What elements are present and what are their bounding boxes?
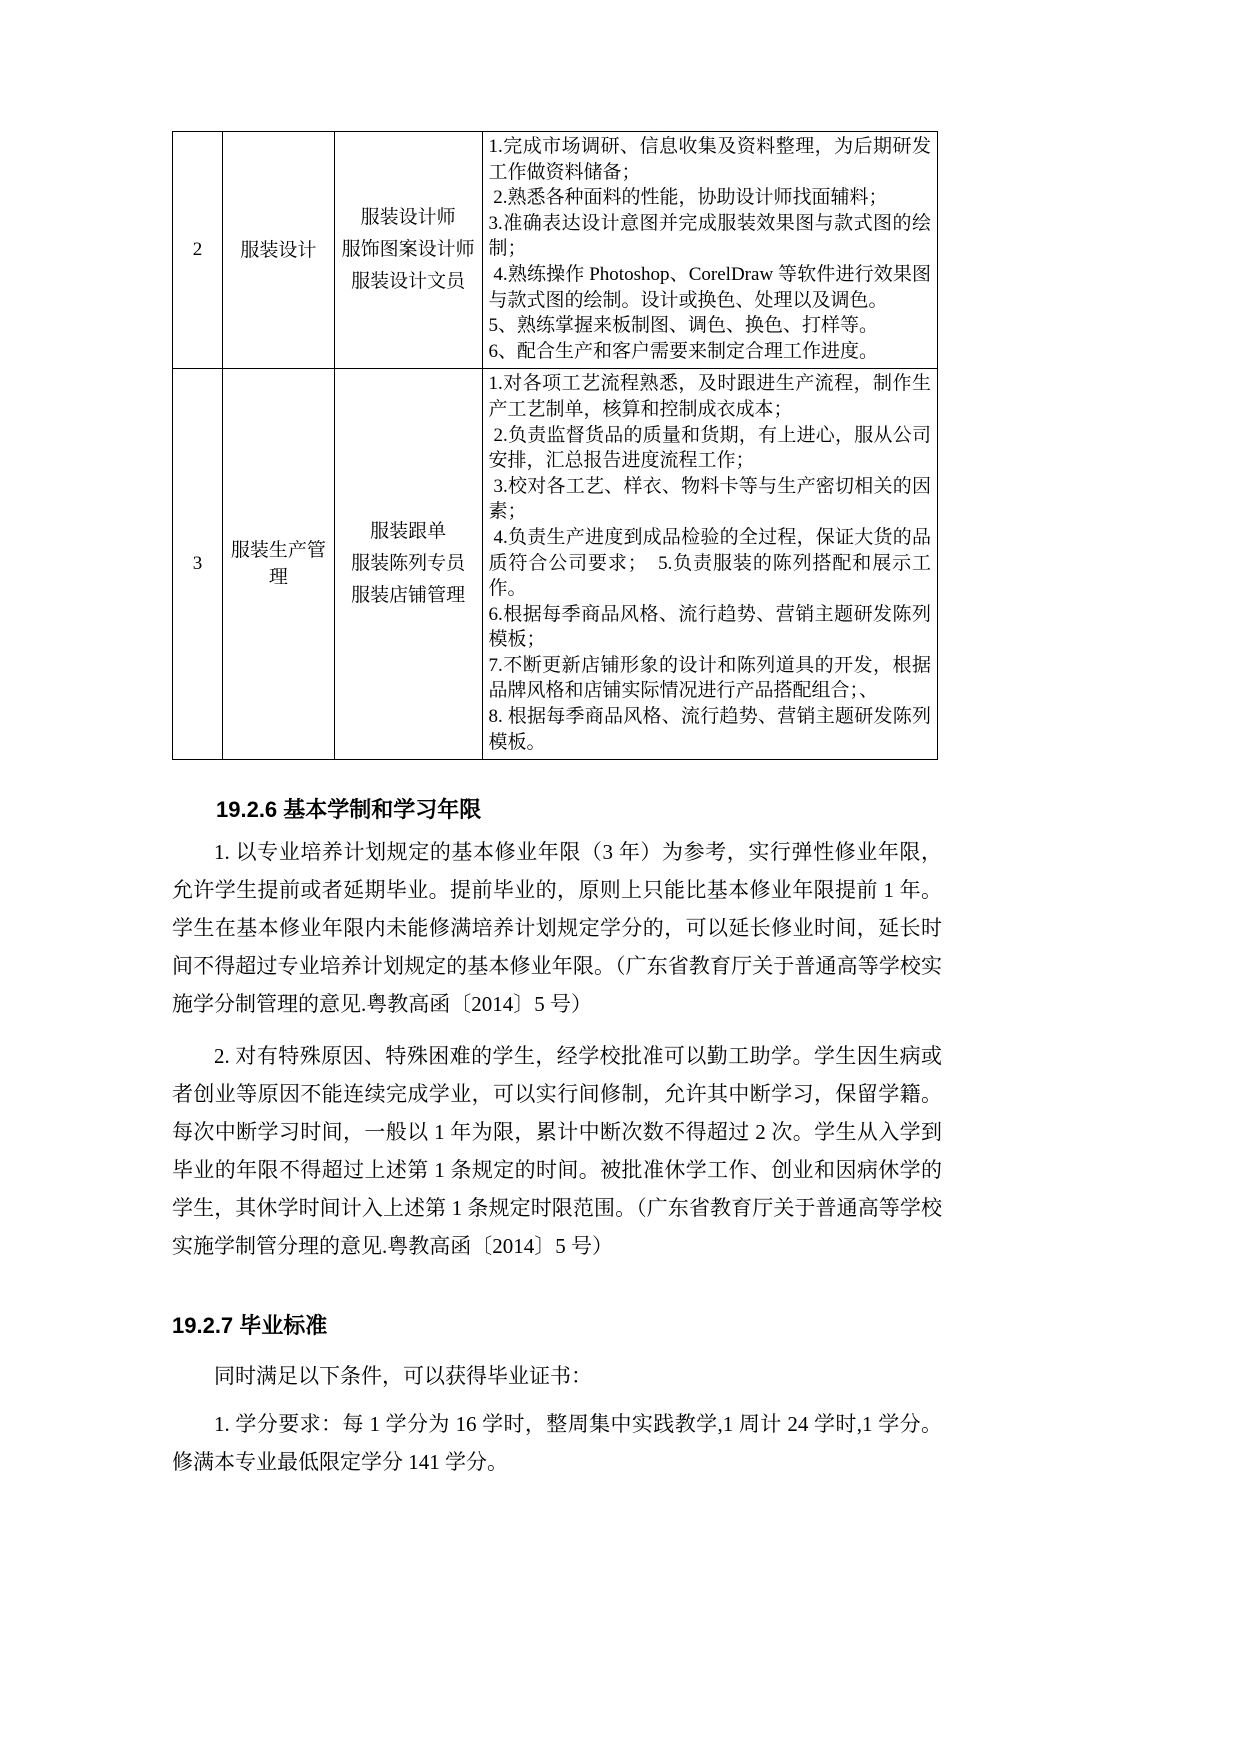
positions-cell [334, 369, 482, 760]
duty-item: 6、配合生产和客户需要来制定合理工作进度。 [488, 340, 879, 362]
position-title: 服装陈列专员 [351, 553, 466, 575]
category-cell: 服装设计 [222, 132, 334, 369]
paragraph: 2. 对有特殊原因、特殊困难的学生，经学校批准可以勤工助学。学生因生病或者创业等原因不能连续完成学业，可以实行间修制，允许其中断学习，保留学籍。每次中断学习时间，一般以 1 年为限，累计中断次数不得超过 2 次。学生从入学到毕业的年限不得超过上述第 1 条规定的时间。被批准休学工作、创业和因病休学的学生，其休学时间计入上述第 1 条规定时限范围。（广东省教育厅关于普通高等学校实施学制管分理的意见.粤教高函〔2014〕5 号） [172, 1044, 942, 1259]
section-heading-19-2-7: 19.2.7 毕业标准 [172, 1313, 328, 1339]
duty-item: 2.负责监督货品的质量和货期，有上进心，服从公司安排，汇总报告进度流程工作； [488, 424, 931, 472]
duty-item: 1.对各项工艺流程熟悉，及时跟进生产流程，制作生产工艺制单，核算和控制成衣成本； [488, 373, 931, 420]
paragraph: 1. 学分要求：每 1 学分为 16 学时，整周集中实践教学,1 周计 24 学时,1 学分。修满本专业最低限定学分 141 学分。 [172, 1412, 942, 1475]
duties-cell [482, 132, 937, 369]
duty-item: 5、熟练掌握来板制图、调色、换色、打样等。 [488, 315, 879, 337]
duty-item: 3.校对各工艺、样衣、物料卡等与生产密切相关的因素； [488, 475, 931, 523]
document-content [172, 131, 942, 1481]
duty-item: 8. 根据每季商品风格、流行趋势、营销主题研发陈列模板。 [488, 706, 931, 753]
paragraph: 同时满足以下条件，可以获得毕业证书： [214, 1364, 592, 1389]
duty-item: 4.负责生产进度到成品检验的全过程，保证大货的品质符合公司要求； 5.负责服装的陈列搭配和展示工作。 [488, 526, 931, 600]
position-title: 服装设计文员 [351, 271, 466, 293]
duty-item: 7.不断更新店铺形象的设计和陈列道具的开发，根据品牌风格和店铺实际情况进行产品搭配组合；、 [488, 654, 931, 702]
position-title: 服饰图案设计师 [341, 239, 475, 261]
table-row [173, 369, 938, 760]
positions-cell [334, 132, 482, 369]
section-heading-19-2-6: 19.2.6 基本学制和学习年限 [216, 797, 482, 823]
duty-item: 4.熟练操作 Photoshop、CorelDraw 等软件进行效果图与款式图的绘制。设计或换色、处理以及调色。 [488, 263, 931, 311]
position-title: 服装店铺管理 [351, 585, 466, 607]
duty-item: 1.完成市场调研、信息收集及资料整理，为后期研发工作做资料储备； [488, 136, 931, 183]
jobs-table [172, 131, 938, 760]
row-number-cell: 3 [173, 369, 223, 760]
paragraph: 1. 以专业培养计划规定的基本修业年限（3 年）为参考，实行弹性修业年限，允许学生提前或者延期毕业。提前毕业的，原则上只能比基本修业年限提前 1 年。学生在基本修业年限内未能修满培养计划规定学分的，可以延长修业时间，延长时间不得超过专业培养计划规定的基本修业年限。（广东省教育厅关于普通高等学校实施学分制管理的意见.粤教高函〔2014〕5 号） [172, 840, 942, 1017]
duty-item: 6.根据每季商品风格、流行趋势、营销主题研发陈列模板； [488, 603, 931, 651]
table-row [173, 132, 938, 369]
position-title: 服装设计师 [360, 207, 456, 229]
duties-cell [482, 369, 937, 760]
position-title: 服装跟单 [370, 521, 447, 543]
duty-item: 3.准确表达设计意图并完成服装效果图与款式图的绘制； [488, 212, 931, 260]
duty-item: 2.熟悉各种面料的性能，协助设计师找面辅料； [488, 187, 888, 209]
category-cell: 服装生产管理 [222, 369, 334, 760]
row-number-cell: 2 [173, 132, 223, 369]
